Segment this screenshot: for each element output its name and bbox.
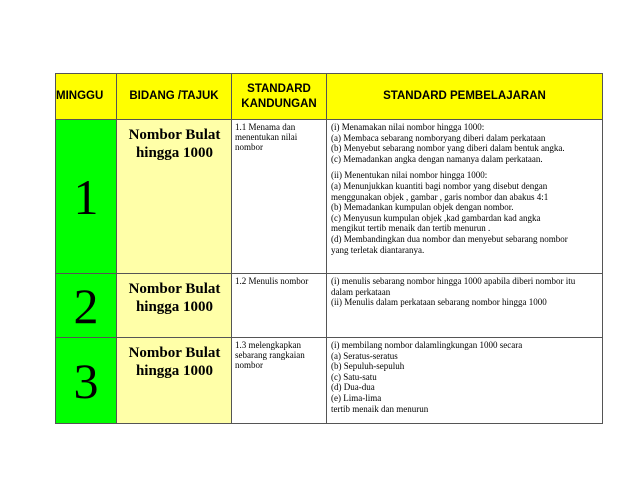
pembelajaran-line: (d) Membandingkan dua nombor dan menyebut sebarang nombor (331, 233, 568, 244)
week-number: 2 (56, 274, 117, 338)
pembelajaran-line: (e) Lima-lima (331, 392, 382, 403)
header-bidang: BIDANG /TAJUK (117, 74, 232, 120)
pembelajaran-cell (327, 120, 603, 274)
header-kandungan: STANDARD KANDUNGAN (232, 74, 327, 120)
pembelajaran-line: (i) membilang nombor dalamlingkungan 1000 secara (331, 340, 523, 350)
topic-cell: Nombor Bulat hingga 1000 (117, 120, 232, 274)
pembelajaran-line: (i) menulis sebarang nombor hingga 1000 apabila diberi nombor itu (331, 276, 576, 286)
week-number: 3 (56, 338, 117, 424)
topic-cell: Nombor Bulat hingga 1000 (117, 338, 232, 424)
pembelajaran-line: (ii) Menentukan nilai nombor hingga 1000: (331, 170, 488, 181)
topic-cell: Nombor Bulat hingga 1000 (117, 274, 232, 338)
header-row (56, 74, 603, 120)
week-number: 1 (56, 120, 117, 274)
kandungan-cell: 1.3 melengkapkan sebarang rangkaian nombor (232, 338, 327, 424)
pembelajaran-line: (d) Dua-dua (331, 382, 375, 393)
pembelajaran-line: yang terletak diantaranya. (331, 244, 425, 255)
table-row (56, 120, 603, 274)
pembelajaran-line: (c) Menyusun kumpulan objek ,kad gambardan kad angka (331, 212, 541, 223)
pembelajaran-line: (c) Memadankan angka dengan namanya dalam perkataan. (331, 153, 543, 164)
lesson-plan-table (55, 73, 603, 424)
pembelajaran-line: (i) Menamakan nilai nombor hingga 1000: (331, 122, 485, 132)
pembelajaran-line: (a) Seratus-seratus (331, 350, 398, 361)
header-minggu: MINGGU (56, 74, 117, 120)
pembelajaran-line: menggunakan objek , gambar , garis nombor dan abakus 4:1 (331, 191, 549, 202)
kandungan-cell: 1.1 Menama dan menentukan nilai nombor (232, 120, 327, 274)
table-row (56, 338, 603, 424)
pembelajaran-line: (a) Menunjukkan kuantiti bagi nombor yang disebut dengan (331, 180, 548, 191)
pembelajaran-line: (c) Satu-satu (331, 371, 377, 382)
kandungan-cell: 1.2 Menulis nombor (232, 274, 327, 338)
pembelajaran-line: (b) Memadankan kumpulan objek dengan nombor. (331, 202, 514, 213)
table-row (56, 274, 603, 338)
pembelajaran-cell (327, 274, 603, 338)
pembelajaran-line: (ii) Menulis dalam perkataan sebarang nombor hingga 1000 (331, 297, 547, 308)
header-pembelajaran: STANDARD PEMBELAJARAN (327, 74, 603, 120)
pembelajaran-line: (b) Sepuluh-sepuluh (331, 361, 405, 372)
pembelajaran-line: dalam perkataan (331, 286, 391, 297)
pembelajaran-line: (a) Membaca sebarang nomboryang diberi dalam perkataan (331, 132, 546, 143)
pembelajaran-line: mengikut tertib menaik dan tertib menurun . (331, 223, 491, 234)
pembelajaran-line: tertib menaik dan menurun (331, 403, 429, 414)
pembelajaran-cell (327, 338, 603, 424)
pembelajaran-line: (b) Menyebut sebarang nombor yang diberi dalam bentuk angka. (331, 143, 565, 154)
